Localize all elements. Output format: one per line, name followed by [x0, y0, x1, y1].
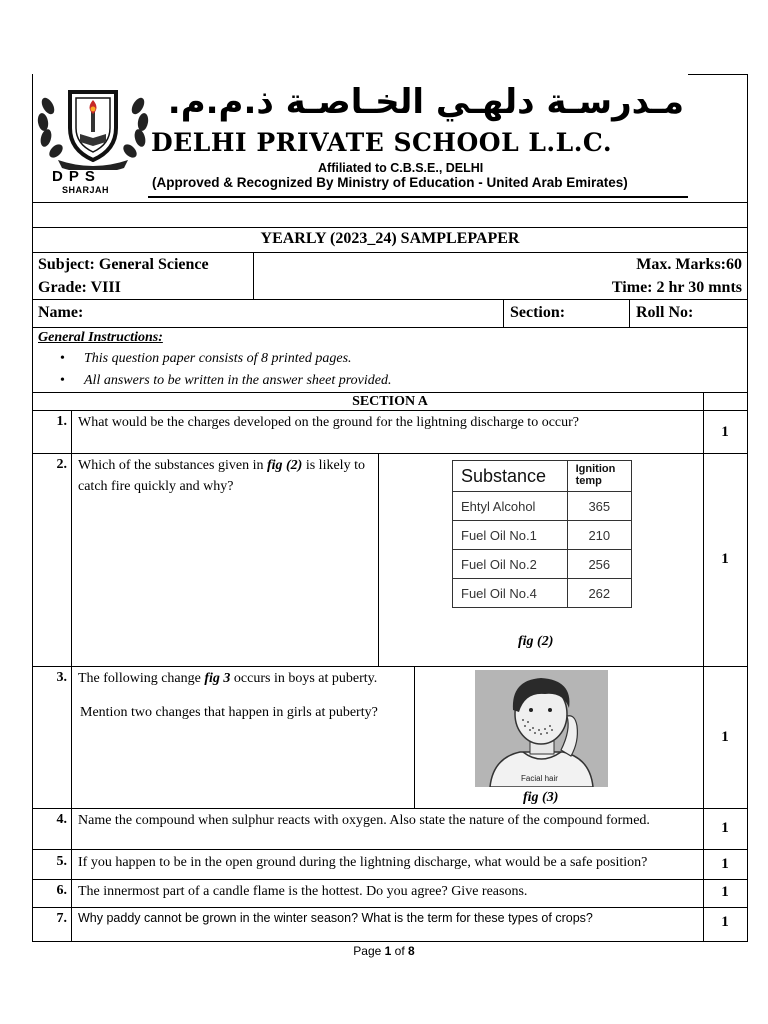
approval-text: (Approved & Recognized By Ministry of Education - United Arab Emirates): [152, 175, 628, 190]
temp-cell: 262: [567, 579, 631, 608]
question-number: 1.: [56, 414, 67, 429]
affiliation-text: Affiliated to C.B.S.E., DELHI: [318, 161, 484, 175]
exam-title: YEARLY (2023_24) SAMPLEPAPER: [260, 230, 520, 247]
table-header-ignition: Ignition temp: [567, 461, 631, 492]
school-logo: [34, 78, 152, 198]
substance-cell: Ehtyl Alcohol: [453, 492, 568, 521]
question-text: The following change fig 3 occurs in boys at puberty.: [78, 671, 378, 686]
question-number: 3.: [56, 670, 67, 685]
question-number: 7.: [56, 911, 67, 926]
temp-cell: 365: [567, 492, 631, 521]
question-text: Why paddy cannot be grown in the winter season? What is the term for these types of crops?: [78, 911, 593, 925]
max-marks-label: Max. Marks:60: [636, 256, 742, 273]
puberty-image: [475, 670, 608, 787]
question-number: 4.: [56, 812, 67, 827]
question-marks: 1: [721, 884, 729, 900]
name-field-label: Name:: [38, 304, 84, 321]
question-marks: 1: [721, 820, 729, 836]
question-text: The innermost part of a candle flame is the hottest. Do you agree? Give reasons.: [78, 884, 528, 899]
question-marks: 1: [721, 729, 729, 745]
question-marks: 1: [721, 914, 729, 930]
instruction-item: All answers to be written in the answer sheet provided.: [84, 373, 392, 388]
table-row: [453, 492, 632, 521]
school-name: DELHI PRIVATE SCHOOL L.L.C.: [151, 128, 613, 157]
section-field-label: Section:: [510, 304, 566, 321]
question-text: What would be the charges developed on the ground for the lightning discharge to occur?: [78, 415, 579, 430]
page-number: 1: [384, 944, 392, 958]
table-row: [453, 579, 632, 608]
question-text: If you happen to be in the open ground during the lightning discharge, what would be a safe position?: [78, 855, 648, 870]
section-a-title: SECTION A: [352, 394, 428, 409]
question-text-2: Mention two changes that happen in girls at puberty?: [80, 705, 378, 720]
question-marks: 1: [721, 551, 729, 567]
table-header-substance: Substance: [453, 461, 568, 492]
temp-cell: 210: [567, 521, 631, 550]
substance-cell: Fuel Oil No.4: [453, 579, 568, 608]
question-marks: 1: [721, 856, 729, 872]
instructions-heading: General Instructions:: [38, 330, 163, 345]
ignition-temp-table: [452, 460, 632, 608]
page-total: 8: [408, 944, 415, 958]
logo-city-text: SHARJAH: [62, 185, 110, 195]
figure-reference: fig (2): [266, 458, 303, 473]
figure-caption: fig (2): [518, 634, 554, 649]
question-number: 6.: [56, 883, 67, 898]
figure-caption: fig (3): [523, 790, 559, 805]
time-label: Time: 2 hr 30 mnts: [611, 279, 742, 296]
instruction-bullet-2: •: [60, 373, 65, 388]
question-text: Which of the substances given in fig (2) is likely to catch fire quickly and why?: [78, 458, 365, 494]
logo-dps-text: DPS: [52, 168, 101, 185]
table-row: [453, 550, 632, 579]
question-number: 5.: [56, 854, 67, 869]
question-marks: 1: [721, 424, 729, 440]
roll-no-field-label: Roll No:: [636, 304, 694, 321]
facial-hair-illustration: [475, 670, 608, 787]
arabic-school-name: مـدرسـة دلهـي الخـاصـة ذ.م.م.: [167, 82, 684, 122]
table-row: [453, 521, 632, 550]
instruction-item: This question paper consists of 8 printed pages.: [84, 351, 352, 366]
question-text: Name the compound when sulphur reacts with oxygen. Also state the nature of the compound formed.: [78, 813, 650, 828]
grade-label: Grade: VIII: [38, 279, 121, 296]
temp-cell: 256: [567, 550, 631, 579]
instruction-bullet-1: •: [60, 351, 65, 366]
header-underline: [148, 196, 688, 198]
subject-label: Subject: General Science: [38, 256, 209, 273]
figure-label: Facial hair: [521, 774, 558, 783]
substance-cell: Fuel Oil No.1: [453, 521, 568, 550]
substance-cell: Fuel Oil No.2: [453, 550, 568, 579]
page-footer: Page 1 of 8: [353, 944, 415, 958]
figure-reference: fig 3: [204, 671, 231, 686]
question-number: 2.: [56, 457, 67, 472]
